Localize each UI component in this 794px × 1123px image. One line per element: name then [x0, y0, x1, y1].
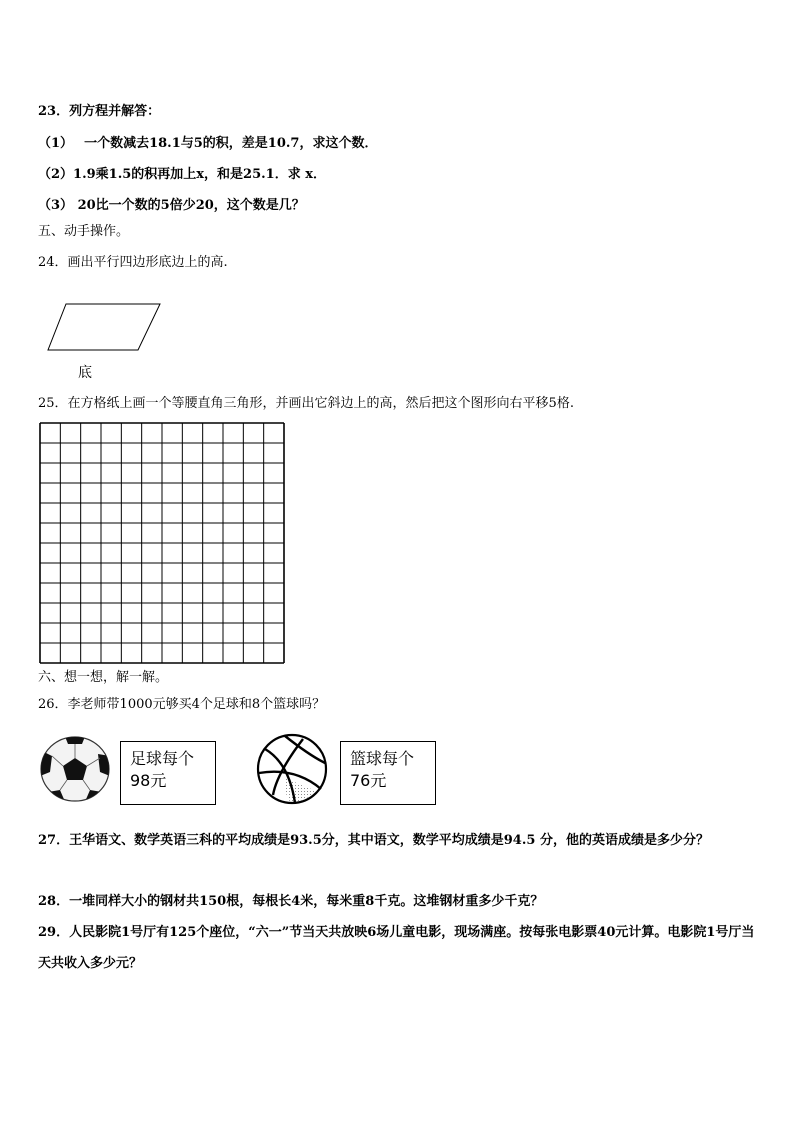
parallelogram-figure	[44, 300, 166, 356]
q26-title: 26．李老师带1000元够买4个足球和8个篮球吗？	[38, 697, 326, 712]
square-grid	[38, 421, 286, 665]
q29-text: 29．人民影院1号厅有125个座位，“六一”节当天共放映6场儿童电影，现场满座。按每张电影票40元计算。电影院1号厅当天共收入多少元？	[38, 925, 755, 971]
q23-title: 23．列方程并解答：	[38, 104, 161, 119]
section6-title: 六、想一想，解一解。	[38, 670, 169, 685]
q23-part3: （3） 20比一个数的5倍少20，这个数是几？	[38, 198, 305, 213]
base-label: 底	[78, 365, 92, 381]
q27-text: 27．王华语文、数学英语三科的平均成绩是93.5分，其中语文，数学平均成绩是94.5 分，他的英语成绩是多少分？	[38, 833, 709, 848]
football-price-box	[120, 741, 216, 805]
q28-text: 28．一堆同样大小的钢材共150根，每根长4米，每米重8千克。这堆钢材重多少千克？	[38, 894, 544, 909]
q23-part1: （1） 一个数减去18.1与5的积，差是10.7，求这个数．	[38, 136, 378, 151]
football-price-value: 98元	[130, 771, 167, 790]
basketball-icon	[255, 733, 329, 805]
q23-part2: （2）1.9乘1.5的积再加上x，和是25.1．求 x．	[38, 167, 326, 182]
q25-title: 25．在方格纸上画一个等腰直角三角形，并画出它斜边上的高，然后把这个图形向右平移5格.	[38, 396, 574, 411]
football-price-label: 足球每个	[130, 749, 195, 768]
football-icon	[38, 734, 112, 804]
section5-title: 五、动手操作。	[38, 224, 130, 239]
basketball-price-box	[340, 741, 436, 805]
q24-title: 24．画出平行四边形底边上的高.	[38, 255, 228, 270]
basketball-price-value: 76元	[350, 771, 387, 790]
basketball-price-label: 篮球每个	[350, 749, 415, 768]
